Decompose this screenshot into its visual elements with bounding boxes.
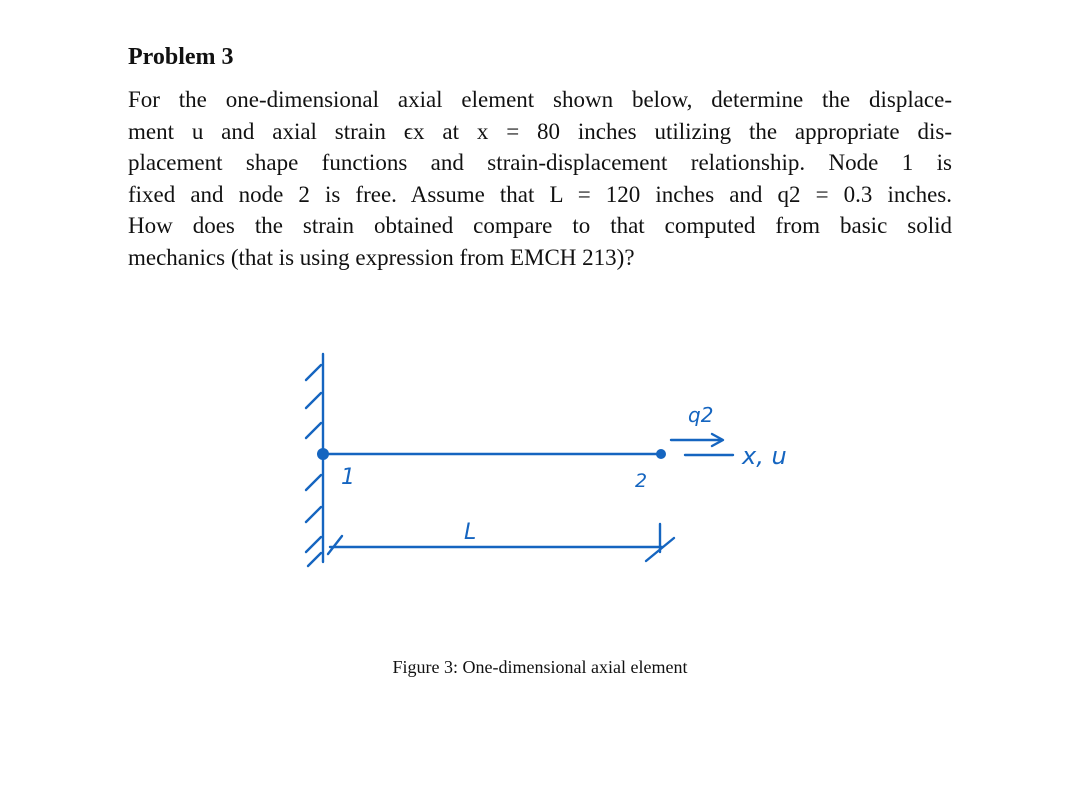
dimension-tick-left <box>328 536 342 554</box>
node-2 <box>656 449 666 459</box>
figure-caption: Figure 3: One-dimensional axial element <box>392 657 688 677</box>
node-1-label: 1 <box>341 465 355 490</box>
problem-line: How does the strain obtained compare to that computed from basic solid <box>128 213 952 239</box>
problem-line: For the one-dimensional axial element shown below, determine the displace- <box>128 87 952 112</box>
problem-statement <box>128 84 952 274</box>
node-2-label: 2 <box>635 470 648 492</box>
problem-line: fixed and node 2 is free. Assume that L = 120 inches and q2 = 0.3 inches. <box>128 181 952 207</box>
problem-line: ment u and axial strain ϵx at x = 80 inches utilizing the appropriate dis- <box>128 118 952 144</box>
axial-element-figure <box>290 340 820 580</box>
problem-line: placement shape functions and strain-displacement relationship. Node 1 is <box>128 150 952 176</box>
length-label: L <box>464 520 477 545</box>
problem-line: mechanics (that is using expression from EMCH 213)? <box>128 244 635 270</box>
problem-title: Problem 3 <box>128 44 234 70</box>
wall-hatching <box>306 365 321 566</box>
node-1 <box>317 448 329 460</box>
axis-label: x, u <box>742 442 787 470</box>
load-label: q2 <box>688 403 714 427</box>
axial-element-sketch <box>290 340 820 580</box>
